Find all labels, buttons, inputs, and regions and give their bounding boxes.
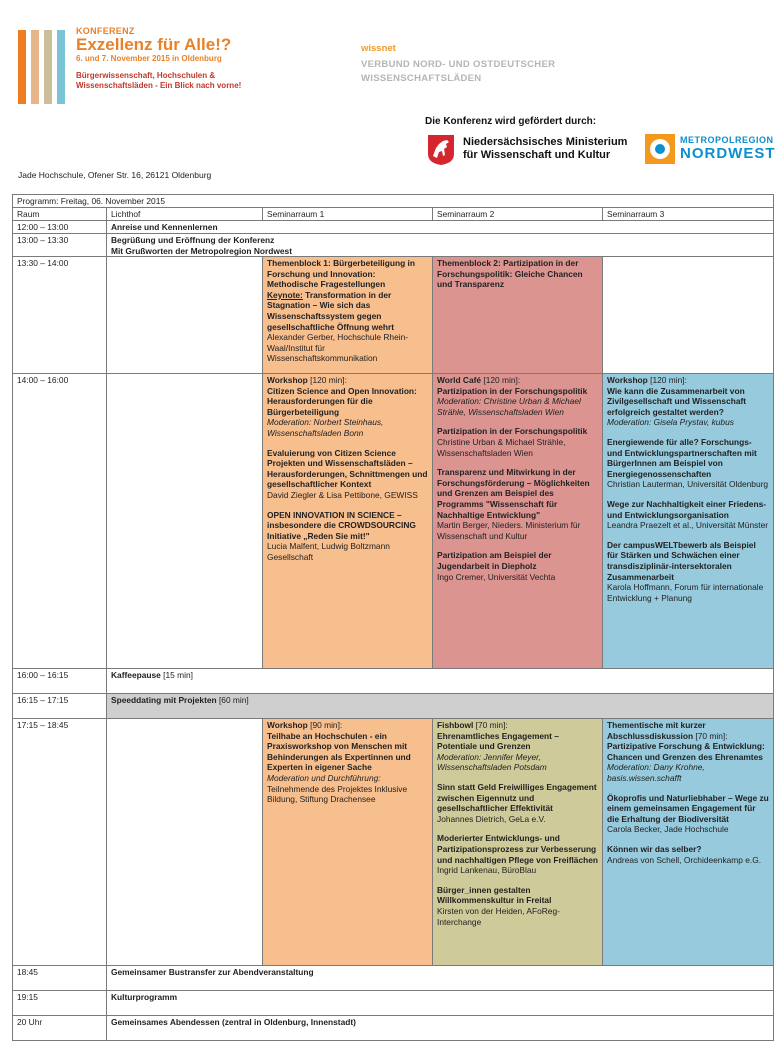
welcome-title: Begrüßung und Eröffnung der Konferenz (111, 235, 275, 245)
session-cell (107, 234, 773, 256)
session-title: Thementische mit kurzer Abschlussdiskussion (607, 720, 706, 741)
session-cell (263, 719, 433, 965)
welcome-subtitle: Mit Grußworten der Metropolregion Nordwest (111, 245, 292, 256)
talk-title: Sinn statt Geld Freiwilliges Engagement zwischen Eigennutz und gesellschaftlicher Effektivität (437, 781, 597, 814)
conference-subtitle: Bürgerwissenschaft, Hochschulen & Wissenschaftsläden - Ein Blick nach vorne! (76, 71, 242, 90)
metropolregion-icon (645, 134, 675, 164)
talk-title: Der campusWELTbewerb als Beispiel für Stärken und Schwächen einer transdisziplinär-intersektoralen Zusammenarbeit (607, 539, 756, 582)
verbund-line2: WISSENSCHAFTSLÄDEN (361, 73, 482, 84)
speaker: Alexander Gerber, Hochschule Rhein-Waal/Institut für Wissenschaftskommunikation (267, 332, 409, 364)
speaker: Ingo Cremer, Universität Vechta (437, 571, 556, 582)
ministry-line1: Niedersächsisches Ministerium (463, 136, 628, 148)
session-title: Kaffeepause (111, 670, 161, 680)
talk-title: Bürger_innen gestalten Willkommenskultur in Freital (437, 884, 552, 906)
verbund-line1: VERBUND NORD- UND OSTDEUTSCHER (361, 59, 556, 70)
session-title: Themenblock 1: Bürgerbeteiligung in Forschung und Innovation: Methodische Fragestellungen (267, 258, 415, 290)
table-row (13, 719, 773, 966)
talk-title: Ökoprofis und Naturliebhaber – Wege zu einem gemeinsamen Engagement für die Erhaltung der Biodiversität (607, 792, 769, 824)
talk-title: OPEN INNOVATION IN SCIENCE – insbesondere die CROWDSOURCING Initiative „Reden Sie mit!" (267, 509, 416, 541)
speaker: Christian Lauterman, Universität Oldenburg (607, 479, 769, 490)
duration: [120 min]: (647, 375, 687, 385)
speaker: Carola Becker, Jade Hochschule (607, 824, 729, 835)
moderation: Moderation: Jennifer Meyer, Wissenschaftsladen Potsdam (437, 751, 547, 773)
funded-by-label: Die Konferenz wird gefördert durch: (425, 116, 597, 127)
session-title: Teilhabe an Hochschulen - ein Praxisworkshop von Menschen mit Behinderungen als Expertinnen und Experten in eigener Sache (267, 730, 411, 773)
keynote-title: Transformation in der Stagnation – Wie sich das Wissenschaftssystem gegen gesellschaftliche Öffnung wehrt (267, 289, 395, 332)
duration: [90 min]: (307, 720, 343, 730)
ministry-line2: für Wissenschaft und Kultur (463, 149, 611, 161)
talk-title: Energiewende für alle? Forschungs- und Entwicklungspartnerschaften mit BürgerInnen am Beispiel von Energiegenossenschaften (607, 436, 757, 479)
duration: [70 min]: (693, 730, 728, 741)
venue-address: Jade Hochschule, Ofener Str. 16, 26121 Oldenburg (18, 170, 212, 180)
table-row (13, 234, 773, 257)
duration: [60 min] (216, 695, 249, 705)
keynote-label: Keynote: (267, 289, 303, 300)
session-title: Citizen Science and Open Innovation: Herausforderungen für die Bürgerbeteiligung (267, 385, 417, 417)
duration: [120 min]: (307, 375, 347, 385)
duration: [70 min]: (473, 720, 508, 730)
table-row (13, 221, 773, 234)
moderation: Moderation: Gisela Prystav, kubus (607, 417, 734, 428)
metro-line2: NORDWEST (680, 145, 776, 162)
session-cell (433, 374, 603, 668)
column-header-seminarraum-2: Seminarraum 2 (433, 208, 603, 220)
moderation: Moderation: Norbert Steinhaus, Wissenschaftsladen Bonn (267, 417, 384, 438)
talk-title: Wege zur Nachhaltigkeit einer Friedens- und Entwicklungsorganisation (607, 498, 767, 520)
ministry-logo-text (463, 136, 627, 162)
talk-title: Moderierter Entwicklungs- und Partizipationsprozess zur Verbesserung und nachhaltigen Pflege von Freiflächen (437, 833, 599, 865)
session-cell: Gemeinsamer Bustransfer zur Abendveranstaltung (111, 967, 314, 977)
table-title-row (13, 195, 773, 208)
moderation: Moderation und Durchführung: (267, 772, 381, 783)
speaker: David Ziegler & Lisa Pettibone, GEWISS (267, 489, 418, 500)
empty-cell (107, 719, 263, 965)
moderation: Moderation: Dany Krohne, basis.wissen.schafft (607, 762, 705, 783)
talk-title: Partizipation am Beispiel der Jugendarbeit in Diepholz (437, 550, 552, 571)
logo-kicker: KONFERENZ (76, 26, 135, 36)
talk-title: Evaluierung von Citizen Science Projekten und Wissenschaftsläden – Herausforderungen, Schnittmengen und gesellschaftlicher Kontext (267, 447, 428, 490)
session-subtitle: Partizipative Forschung & Entwicklung: Chancen und Grenzen des Ehrenamtes (607, 741, 765, 762)
format-label: Workshop (607, 375, 648, 385)
moderation: Moderation: Christine Urban & Michael Strähle, Wissenschaftsladen Wien (437, 396, 581, 417)
conference-title: Exzellenz für Alle!? (76, 35, 232, 54)
session-cell (263, 374, 433, 668)
speaker: Teilnehmende des Projektes Inklusive Bildung, Stiftung Drachensee (267, 783, 408, 805)
duration: [15 min] (160, 670, 193, 680)
session-title: Wie kann die Zusammenarbeit von Zivilgesellschaft und Wissenschaft erfolgreich gestaltet werden? (607, 385, 747, 417)
talk-title: Partizipation in der Forschungspolitik (437, 426, 588, 437)
column-header-seminarraum-1: Seminarraum 1 (263, 208, 433, 220)
conference-date: 6. und 7. November 2015 in Oldenburg (76, 54, 222, 63)
session-cell (433, 719, 603, 965)
speaker: Leandra Praezelt et al., Universität Münster (607, 520, 769, 531)
table-row (13, 966, 773, 991)
time-cell: 13:30 – 14:00 (13, 257, 107, 373)
table-row (13, 669, 773, 694)
time-cell: 13:00 – 13:30 (13, 234, 107, 256)
time-cell: 12:00 – 13:00 (13, 221, 107, 233)
empty-cell (107, 257, 263, 373)
speaker: Karola Hoffmann, Forum für internationale Entwicklung + Planung (607, 582, 764, 603)
time-cell: 17:15 – 18:45 (13, 719, 107, 965)
format-label: Workshop (267, 375, 308, 385)
speaker: Martin Berger, Nieders. Ministerium für Wissenschaft und Kultur (437, 520, 581, 541)
time-cell: 20 Uhr (13, 1016, 107, 1040)
table-row (13, 1016, 773, 1040)
format-label: Workshop (267, 720, 308, 730)
session-cell (603, 719, 773, 965)
table-row (13, 991, 773, 1016)
table-header-row (13, 208, 773, 221)
speaker: Johannes Dietrich, GeLa e.V. (437, 813, 546, 824)
session-cell (263, 257, 433, 373)
column-header-lichthof: Lichthof (107, 208, 263, 220)
empty-cell (603, 257, 773, 373)
verbund-logo (361, 58, 555, 86)
time-cell: 19:15 (13, 991, 107, 1015)
program-table (12, 194, 774, 1041)
metro-line1: METROPOLREGION (680, 135, 774, 145)
format-label: Fishbowl (437, 720, 474, 730)
duration: [120 min]: (481, 375, 521, 385)
session-cell (433, 257, 603, 373)
table-row (13, 694, 773, 719)
nds-horse-icon (427, 134, 455, 166)
session-cell: Kulturprogramm (111, 992, 178, 1002)
talk-title: Transparenz und Mitwirkung in der Forschungsförderung – Möglichkeiten und Grenzen am Beispiel des Programms "Wissenschaft für Nachhaltige Entwicklung" (437, 467, 590, 520)
session-cell (107, 694, 773, 718)
time-cell: 16:15 – 17:15 (13, 694, 107, 718)
session-cell (107, 669, 773, 693)
wissnet-logo: wissnet (361, 43, 396, 54)
table-row (13, 374, 773, 669)
speaker: Ingrid Lankenau, BüroBlau (437, 865, 537, 876)
speaker: Andreas von Schell, Orchideenkamp e.G. (607, 854, 762, 865)
session-title: Partizipation in der Forschungspolitik (437, 385, 588, 396)
session-cell: Anreise und Kennenlernen (111, 222, 218, 232)
session-cell (603, 374, 773, 668)
time-cell: 14:00 – 16:00 (13, 374, 107, 668)
conference-logo-bars (18, 30, 68, 104)
session-title: Speeddating mit Projekten (111, 695, 217, 705)
speaker: Kirsten von der Heiden, AFoReg-Interchange (437, 905, 560, 927)
session-title: Ehrenamtliches Engagement – Potentiale und Grenzen (437, 730, 559, 752)
talk-title: Können wir das selber? (607, 843, 702, 854)
speaker: Lucia Malfent, Ludwig Boltzmann Gesellschaft (267, 541, 390, 562)
column-header-raum: Raum (13, 208, 107, 220)
empty-cell (107, 374, 263, 668)
conference-logo-text (76, 26, 286, 91)
metropolregion-logo-text (680, 135, 776, 162)
speaker: Christine Urban & Michael Strähle, Wissenschaftsladen Wien (437, 436, 566, 458)
format-label: World Café (437, 375, 482, 385)
time-cell: 18:45 (13, 966, 107, 990)
session-cell: Gemeinsames Abendessen (zentral in Oldenburg, Innenstadt) (111, 1017, 356, 1027)
table-row (13, 257, 773, 374)
column-header-seminarraum-3: Seminarraum 3 (607, 209, 665, 219)
session-title: Themenblock 2: Partizipation in der Forschungspolitik: Gleiche Chancen und Transparenz (437, 258, 583, 290)
program-title: Programm: Freitag, 06. November 2015 (17, 196, 166, 206)
time-cell: 16:00 – 16:15 (13, 669, 107, 693)
